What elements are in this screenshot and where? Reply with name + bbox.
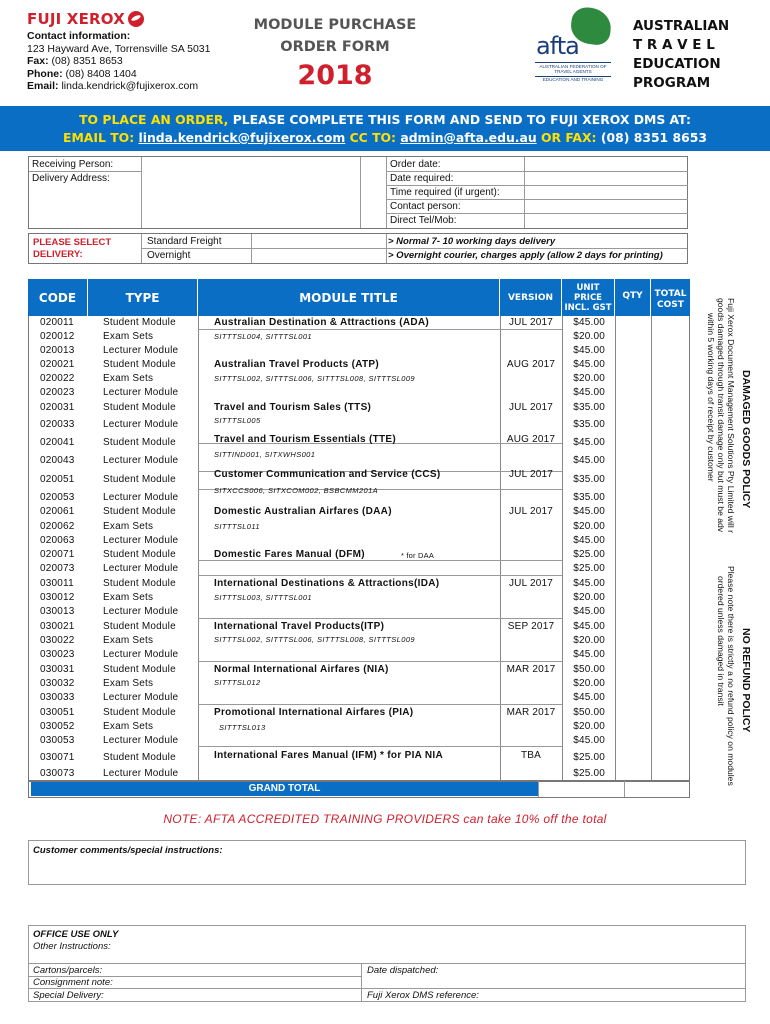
- row-unit-price: $20.00: [573, 521, 605, 532]
- row-type: Lecturer Module: [103, 768, 179, 779]
- module-title-note: * for DAA: [401, 551, 435, 560]
- row-code: 020051: [40, 474, 75, 485]
- row-qty-field[interactable]: [616, 707, 651, 721]
- fuji-xerox-swirl-icon: [128, 11, 144, 27]
- fax-label: Fax:: [27, 55, 49, 67]
- row-code: 030023: [40, 649, 75, 660]
- col-qty: QTY: [615, 279, 651, 316]
- module-version: AUG 2017: [506, 359, 556, 370]
- row-code: 020073: [40, 563, 75, 574]
- damaged-title: DAMAGED GOODS POLICY: [740, 370, 752, 509]
- row-qty-field[interactable]: [616, 578, 651, 592]
- row-type: Lecturer Module: [103, 387, 179, 398]
- row-qty-field[interactable]: [616, 331, 651, 345]
- row-type: Lecturer Module: [103, 492, 179, 503]
- time-required-label: Time required (if urgent):: [390, 187, 500, 198]
- office-use-box: [28, 925, 746, 1002]
- module-unit-codes: SITTTSL002, SITTTSL006, SITTTSL008, SITTTSL009: [214, 635, 415, 644]
- row-unit-price: $45.00: [573, 317, 605, 328]
- row-code: 030052: [40, 721, 75, 732]
- row-qty-field[interactable]: [616, 345, 651, 359]
- module-title: Australian Destination & Attractions (ADA): [214, 317, 430, 328]
- module-version: AUG 2017: [506, 434, 556, 445]
- order-info-fields[interactable]: [525, 157, 688, 228]
- module-version: TBA: [520, 750, 542, 761]
- row-unit-price: $45.00: [573, 455, 605, 466]
- row-type: Lecturer Module: [103, 419, 179, 430]
- logo-text: FUJI XEROX: [27, 10, 125, 28]
- afta-logo-subtitle: [535, 62, 611, 82]
- col-total: [651, 279, 690, 316]
- module-title: Travel and Tourism Sales (TTS): [214, 402, 372, 413]
- overnight-option[interactable]: Overnight: [147, 250, 191, 261]
- receiving-person-field[interactable]: [142, 157, 360, 228]
- damaged-policy-text: [706, 298, 736, 533]
- row-qty-field[interactable]: [616, 317, 651, 331]
- module-title: International Fares Manual (IFM) * for PIA NIA: [214, 750, 444, 761]
- row-type: Student Module: [103, 359, 176, 370]
- refund-text-1: Please note there is strictly a no refund policy on modules: [726, 566, 736, 786]
- banner-lead: TO PLACE AN ORDER,: [79, 112, 229, 127]
- row-qty-field[interactable]: [616, 455, 651, 473]
- afta-discount-note: NOTE: AFTA ACCREDITED TRAINING PROVIDERS can take 10% off the total: [163, 812, 607, 826]
- row-type: Student Module: [103, 506, 176, 517]
- row-type: Lecturer Module: [103, 649, 179, 660]
- cartons-label: Cartons/parcels:: [33, 965, 103, 976]
- cc-label: CC TO:: [345, 130, 401, 145]
- row-type: Exam Sets: [103, 521, 154, 532]
- row-code: 030011: [40, 578, 74, 589]
- other-instructions-label: Other Instructions:: [33, 941, 111, 952]
- row-unit-price: $35.00: [573, 419, 605, 430]
- row-unit-price: $50.00: [573, 664, 605, 675]
- col-code: CODE: [28, 279, 88, 316]
- contact-person-label: Contact person:: [390, 201, 461, 212]
- row-type: Exam Sets: [103, 592, 154, 603]
- comments-label: Customer comments/special instructions:: [33, 845, 223, 856]
- module-version: JUL 2017: [508, 469, 554, 480]
- row-type: Exam Sets: [103, 373, 154, 384]
- module-unit-codes: SITTTSL005: [214, 416, 261, 425]
- module-version: JUL 2017: [508, 402, 554, 413]
- banner-line1: PLEASE COMPLETE THIS FORM AND SEND TO FUJI XEROX DMS AT:: [228, 112, 691, 127]
- module-title: International Destinations & Attractions(IDA): [214, 578, 440, 589]
- row-type: Lecturer Module: [103, 455, 179, 466]
- module-unit-codes: SITTTSL013: [219, 723, 266, 732]
- office-use-title: OFFICE USE ONLY: [33, 929, 119, 940]
- row-unit-price: $45.00: [573, 506, 605, 517]
- row-unit-price: $35.00: [573, 402, 605, 413]
- row-type: Student Module: [103, 752, 176, 763]
- module-unit-codes: SITTTSL002, SITTTSL006, SITTTSL008, SITTTSL009: [214, 374, 415, 383]
- col-version: VERSION: [500, 279, 562, 316]
- row-unit-price: $20.00: [573, 373, 605, 384]
- row-unit-price: $45.00: [573, 535, 605, 546]
- afta-sub-2: EDUCATION AND TRAINING: [535, 76, 611, 82]
- program-line1: AUSTRALIAN: [633, 18, 730, 34]
- module-unit-codes: SITTTSL003, SITTTSL001: [214, 593, 313, 602]
- row-type: Exam Sets: [103, 331, 154, 342]
- module-table-body: [28, 316, 690, 782]
- contact-info: [27, 30, 210, 93]
- row-type: Exam Sets: [103, 678, 154, 689]
- row-type: Lecturer Module: [103, 345, 179, 356]
- row-type: Lecturer Module: [103, 692, 179, 703]
- row-code: 030032: [40, 678, 75, 689]
- order-details-grid: [28, 156, 688, 229]
- row-unit-price: $45.00: [573, 649, 605, 660]
- row-unit-price: $20.00: [573, 721, 605, 732]
- program-line3: EDUCATION: [633, 56, 721, 72]
- row-type: Exam Sets: [103, 635, 154, 646]
- row-type: Lecturer Module: [103, 563, 179, 574]
- row-qty-field[interactable]: [616, 492, 651, 506]
- row-qty-field[interactable]: [616, 649, 651, 663]
- refund-text-2: ordered unless damaged in transit: [716, 576, 726, 706]
- module-title: Domestic Australian Airfares (DAA): [214, 506, 392, 517]
- grand-total-row: [28, 780, 690, 798]
- damaged-goods-policy: [740, 300, 752, 508]
- row-qty-field[interactable]: [616, 592, 651, 606]
- row-unit-price: $25.00: [573, 549, 605, 560]
- row-unit-price: $45.00: [573, 437, 605, 448]
- row-qty-field[interactable]: [616, 373, 651, 387]
- special-delivery-label: Special Delivery:: [33, 990, 104, 1001]
- row-type: Student Module: [103, 707, 176, 718]
- module-unit-codes: SITTTSL011: [214, 522, 260, 531]
- comments-box[interactable]: [28, 840, 746, 885]
- no-refund-policy: [740, 628, 752, 732]
- col-title: MODULE TITLE: [198, 279, 500, 316]
- row-unit-price: $25.00: [573, 768, 605, 779]
- row-qty-field[interactable]: [616, 387, 651, 401]
- row-code: 030033: [40, 692, 75, 703]
- module-title: Australian Travel Products (ATP): [214, 359, 380, 370]
- email-to-link[interactable]: linda.kendrick@fujixerox.com: [138, 130, 346, 145]
- row-unit-price: $20.00: [573, 635, 605, 646]
- module-version: SEP 2017: [507, 621, 555, 632]
- row-unit-price: $25.00: [573, 563, 605, 574]
- row-type: Lecturer Module: [103, 606, 179, 617]
- date-required-label: Date required:: [390, 173, 454, 184]
- row-qty-field[interactable]: [616, 419, 651, 437]
- row-unit-price: $45.00: [573, 606, 605, 617]
- module-title: Promotional International Airfares (PIA): [214, 707, 414, 718]
- damaged-text-1: Fuji Xerox Document Management Solutions Pty Limited will r: [726, 298, 736, 533]
- delivery-address-label: Delivery Address:: [32, 173, 110, 184]
- fax-value: (08) 8351 8653: [51, 55, 123, 67]
- row-code: 030022: [40, 635, 75, 646]
- module-unit-codes: SITTTSL004, SITTTSL001: [214, 332, 313, 341]
- direct-tel-label: Direct Tel/Mob:: [390, 215, 457, 226]
- row-code: 020013: [40, 345, 75, 356]
- module-table-header: [28, 279, 690, 316]
- module-version: JUL 2017: [508, 506, 554, 517]
- date-dispatched-label: Date dispatched:: [367, 965, 439, 976]
- row-qty-field[interactable]: [616, 635, 651, 649]
- row-code: 030021: [40, 621, 75, 632]
- row-unit-price: $45.00: [573, 578, 605, 589]
- module-title: Travel and Tourism Essentials (TTE): [214, 434, 397, 445]
- row-unit-price: $20.00: [573, 592, 605, 603]
- col-total-2: COST: [657, 300, 684, 310]
- email-value: linda.kendrick@fujixerox.com: [61, 80, 199, 92]
- email-to-label: EMAIL TO:: [63, 130, 139, 145]
- refund-policy-text: [716, 566, 736, 786]
- row-code: 020012: [40, 331, 75, 342]
- row-code: 020022: [40, 373, 75, 384]
- row-unit-price: $35.00: [573, 474, 605, 485]
- select-label-2: DELIVERY:: [33, 249, 83, 260]
- form-title: [250, 14, 420, 58]
- module-title: Customer Communication and Service (CCS): [214, 469, 441, 480]
- row-unit-price: $35.00: [573, 492, 605, 503]
- row-code: 020031: [40, 402, 75, 413]
- standard-freight-option[interactable]: Standard Freight: [147, 236, 222, 247]
- row-qty-field[interactable]: [616, 402, 651, 416]
- phone-value: (08) 8408 1404: [65, 67, 137, 80]
- dms-reference-label: Fuji Xerox DMS reference:: [367, 990, 479, 1001]
- module-unit-codes: SITTIND001, SITXWHS001: [214, 450, 316, 459]
- row-type: Lecturer Module: [103, 735, 179, 746]
- consignment-label: Consignment note:: [33, 977, 113, 988]
- module-title: Domestic Fares Manual (DFM): [214, 549, 365, 560]
- overnight-desc: > Overnight courier, charges apply (allow 2 days for printing): [388, 250, 663, 261]
- row-unit-price: $20.00: [573, 331, 605, 342]
- row-unit-price: $50.00: [573, 707, 605, 718]
- row-code: 030031: [40, 664, 75, 675]
- receiving-person-label: Receiving Person:: [32, 159, 114, 170]
- form-title-line1: MODULE PURCHASE: [253, 17, 417, 33]
- grand-total-label: GRAND TOTAL: [31, 782, 538, 796]
- col-price-3: INCL. GST: [564, 302, 612, 313]
- program-line2: T R A V E L: [633, 37, 715, 53]
- delivery-selection: [28, 233, 688, 264]
- row-qty-field[interactable]: [616, 359, 651, 373]
- row-code: 020061: [40, 506, 75, 517]
- form-year: 2018: [297, 60, 373, 91]
- order-date-label: Order date:: [390, 159, 441, 170]
- row-unit-price: $45.00: [573, 387, 605, 398]
- module-version: MAR 2017: [506, 707, 556, 718]
- row-code: 020062: [40, 521, 75, 532]
- afta-sub-1: AUSTRALIAN FEDERATION OF TRAVEL AGENTS: [539, 64, 607, 75]
- row-qty-field[interactable]: [616, 735, 651, 749]
- col-total-1: TOTAL: [654, 289, 687, 299]
- row-type: Student Module: [103, 474, 176, 485]
- module-version: JUL 2017: [508, 578, 554, 589]
- row-qty-field[interactable]: [616, 606, 651, 620]
- program-title: [633, 17, 729, 93]
- row-code: 020053: [40, 492, 75, 503]
- cc-link[interactable]: admin@afta.edu.au: [400, 130, 537, 145]
- row-type: Lecturer Module: [103, 535, 179, 546]
- row-qty-field[interactable]: [616, 549, 651, 563]
- refund-title: NO REFUND POLICY: [740, 628, 752, 733]
- delivery-select-label: [33, 237, 111, 261]
- row-code: 030071: [40, 752, 75, 763]
- row-type: Student Module: [103, 402, 176, 413]
- program-line4: PROGRAM: [633, 75, 711, 91]
- row-qty-field[interactable]: [616, 692, 651, 706]
- afta-logo-word: afta: [536, 32, 579, 60]
- row-unit-price: $45.00: [573, 735, 605, 746]
- phone-label: Phone:: [27, 67, 63, 80]
- row-unit-price: $45.00: [573, 692, 605, 703]
- row-qty-field[interactable]: [616, 563, 651, 577]
- row-qty-field[interactable]: [616, 678, 651, 692]
- col-price: [562, 279, 615, 316]
- row-code: 020043: [40, 455, 75, 466]
- module-unit-codes: SITXCCS006, SITXCOM002, BSBCMM201A: [214, 486, 379, 495]
- row-code: 020021: [40, 359, 75, 370]
- row-code: 030053: [40, 735, 75, 746]
- row-unit-price: $45.00: [573, 345, 605, 356]
- row-qty-field[interactable]: [616, 474, 651, 492]
- damaged-text-3: within 5 working days of receipt by customer: [706, 313, 716, 482]
- damaged-text-2: goods damaged through transit damage only but must be adv: [716, 298, 726, 533]
- row-unit-price: $25.00: [573, 752, 605, 763]
- row-qty-field[interactable]: [616, 506, 651, 520]
- row-qty-field[interactable]: [616, 621, 651, 635]
- row-unit-price: $20.00: [573, 678, 605, 689]
- form-title-line2: ORDER FORM: [280, 39, 390, 55]
- row-type: Exam Sets: [103, 721, 154, 732]
- row-code: 020033: [40, 419, 75, 430]
- row-qty-field[interactable]: [616, 664, 651, 678]
- fuji-xerox-logo: [27, 10, 144, 28]
- row-type: Student Module: [103, 621, 176, 632]
- module-title: Normal International Airfares (NIA): [214, 664, 389, 675]
- module-version: JUL 2017: [508, 317, 554, 328]
- col-price-1: UNIT: [576, 282, 600, 293]
- row-code: 030051: [40, 707, 75, 718]
- standard-freight-desc: > Normal 7- 10 working days delivery: [388, 236, 556, 247]
- row-qty-field[interactable]: [616, 521, 651, 535]
- row-type: Student Module: [103, 317, 176, 328]
- col-type: TYPE: [88, 279, 198, 316]
- row-qty-field[interactable]: [616, 437, 651, 455]
- col-price-2: PRICE: [574, 292, 602, 303]
- row-code: 020011: [40, 317, 74, 328]
- module-version: MAR 2017: [506, 664, 556, 675]
- row-code: 020071: [40, 549, 75, 560]
- address: 123 Hayward Ave, Torrensville SA 5031: [27, 42, 211, 55]
- select-label-1: PLEASE SELECT: [33, 237, 112, 248]
- row-code: 030073: [40, 768, 75, 779]
- row-code: 030012: [40, 592, 75, 603]
- row-type: Student Module: [103, 664, 176, 675]
- row-code: 020023: [40, 387, 75, 398]
- or-fax-label: OR FAX:: [536, 130, 597, 145]
- row-qty-field[interactable]: [616, 535, 651, 549]
- banner-fax: (08) 8351 8653: [596, 130, 707, 145]
- row-code: 020041: [40, 437, 75, 448]
- module-title: International Travel Products(ITP): [214, 621, 385, 632]
- row-unit-price: $45.00: [573, 359, 605, 370]
- row-code: 020063: [40, 535, 75, 546]
- row-type: Student Module: [103, 549, 176, 560]
- order-instructions-banner: [0, 106, 770, 151]
- row-qty-field[interactable]: [616, 721, 651, 735]
- row-unit-price: $45.00: [573, 621, 605, 632]
- grand-total-field[interactable]: [625, 781, 689, 797]
- row-type: Student Module: [103, 578, 176, 589]
- afta-logo: [533, 6, 613, 90]
- module-unit-codes: SITTTSL012: [214, 678, 261, 687]
- email-label: Email:: [27, 80, 59, 92]
- contact-label: Contact information:: [27, 30, 131, 42]
- row-code: 030013: [40, 606, 75, 617]
- row-type: Student Module: [103, 437, 176, 448]
